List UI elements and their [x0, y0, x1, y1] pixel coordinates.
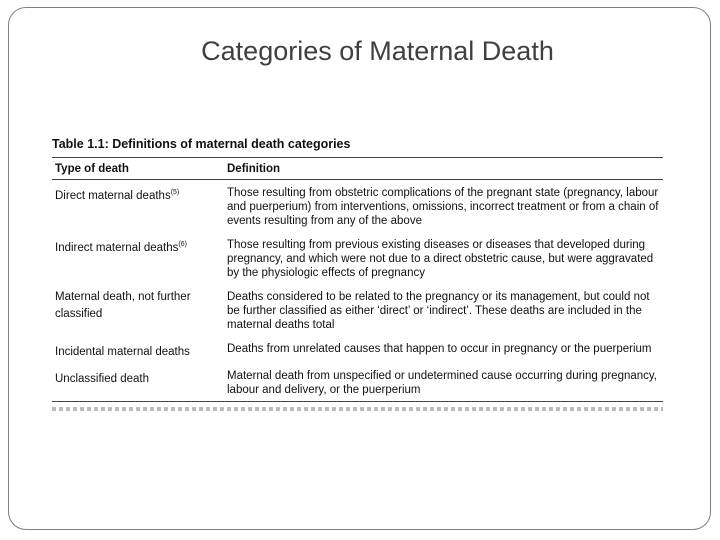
- definition-cell: Deaths considered to be related to the pregnancy or its management, but could not be further classified as either ‘direct’ or ‘indirect’. These deaths are included in the maternal deaths total: [227, 291, 650, 331]
- reference-marker: (5): [170, 189, 180, 196]
- definition-cell: Those resulting from obstetric complications of the pregnant state (pregnancy, labour and puerperium) from interventions, omissions, incorrect treatment or from a chain of events resulting from any of the above: [227, 187, 659, 227]
- definition-cell: Those resulting from previous existing diseases or diseases that developed during pregnancy, and which were not due to a direct obstetric cause, but were aggravated by the physiologic effects of pregnancy: [227, 239, 654, 279]
- type-label: Indirect maternal deaths: [55, 241, 179, 254]
- table-header-row: [52, 158, 663, 180]
- type-label: Unclassified death: [55, 372, 149, 385]
- table-caption: Table 1.1: Definitions of maternal death categories: [52, 137, 351, 151]
- slide-title: Categories of Maternal Death: [201, 36, 554, 66]
- definition-cell: Deaths from unrelated causes that happen to occur in pregnancy or the puerperium: [227, 343, 652, 355]
- type-label: Direct maternal deaths: [55, 189, 171, 202]
- definitions-table-container: [52, 137, 664, 402]
- definitions-table: [52, 157, 663, 402]
- type-cell: [52, 284, 224, 336]
- header-type-of-death: Type of death: [55, 163, 129, 175]
- type-label: Incidental maternal deaths: [55, 345, 190, 358]
- table-row: [52, 232, 663, 284]
- table-row: [52, 363, 663, 402]
- type-cell: [52, 363, 224, 402]
- type-cell: [52, 232, 224, 284]
- type-label: Maternal death, not further classified: [55, 291, 191, 320]
- type-cell: [52, 336, 224, 363]
- definition-cell: Maternal death from unspecified or undetermined cause occurring during pregnancy, labour and delivery, or the puerperium: [227, 369, 658, 396]
- header-definition: Definition: [227, 163, 281, 175]
- table-row: [52, 336, 663, 363]
- truncated-footnote-line: [52, 407, 663, 411]
- reference-marker: (6): [178, 241, 187, 248]
- table-row: [52, 180, 663, 233]
- type-cell: [52, 180, 224, 233]
- table-row: [52, 284, 663, 336]
